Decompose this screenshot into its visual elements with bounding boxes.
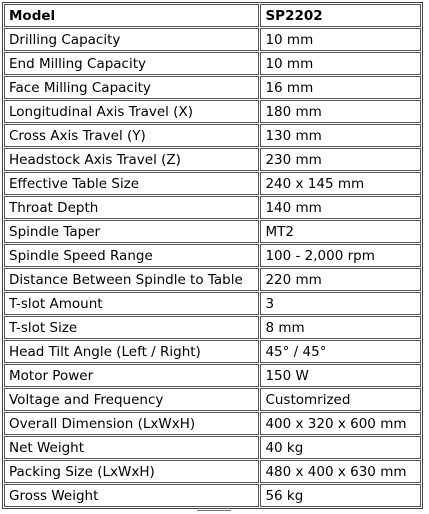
table-row <box>4 100 421 123</box>
table-row <box>4 244 421 267</box>
row-label-cell: T-slot Amount <box>4 292 259 315</box>
row-label-cell: Headstock Axis Travel (Z) <box>4 148 259 171</box>
row-label-cell: Gross Weight <box>4 484 259 507</box>
row-value-cell: 180 mm <box>260 100 421 123</box>
table-header-row <box>4 4 421 27</box>
row-label-cell: Throat Depth <box>4 196 259 219</box>
row-label-cell: Packing Size (LxWxH) <box>4 460 259 483</box>
row-label-cell: Spindle Speed Range <box>4 244 259 267</box>
row-label-cell: Head Tilt Angle (Left / Right) <box>4 340 259 363</box>
row-label-cell: Cross Axis Travel (Y) <box>4 124 259 147</box>
table-row <box>4 172 421 195</box>
row-value-cell: 480 x 400 x 630 mm <box>260 460 421 483</box>
table-row <box>4 196 421 219</box>
row-label-cell: Net Weight <box>4 436 259 459</box>
row-label-cell: Spindle Taper <box>4 220 259 243</box>
row-value-cell: 230 mm <box>260 148 421 171</box>
table-row <box>4 364 421 387</box>
header-value-cell: SP2202 <box>260 4 421 27</box>
table-row <box>4 388 421 411</box>
header-label-cell: Model <box>4 4 259 27</box>
table-row <box>4 268 421 291</box>
row-label-cell: Drilling Capacity <box>4 28 259 51</box>
row-label-cell: Effective Table Size <box>4 172 259 195</box>
row-value-cell: 56 kg <box>260 484 421 507</box>
table-row <box>4 436 421 459</box>
row-value-cell: 150 W <box>260 364 421 387</box>
row-value-cell: 220 mm <box>260 268 421 291</box>
table-row <box>4 340 421 363</box>
table-row <box>4 148 421 171</box>
row-label-cell: Motor Power <box>4 364 259 387</box>
row-value-cell: 40 kg <box>260 436 421 459</box>
row-label-cell: Distance Between Spindle to Table <box>4 268 259 291</box>
row-label-cell: T-slot Size <box>4 316 259 339</box>
row-value-cell: 400 x 320 x 600 mm <box>260 412 421 435</box>
spec-table-body <box>4 4 421 507</box>
table-row <box>4 28 421 51</box>
row-value-cell: 140 mm <box>260 196 421 219</box>
row-value-cell: 240 x 145 mm <box>260 172 421 195</box>
row-label-cell: Face Milling Capacity <box>4 76 259 99</box>
table-row <box>4 460 421 483</box>
table-row <box>4 124 421 147</box>
row-value-cell: 10 mm <box>260 28 421 51</box>
table-row <box>4 76 421 99</box>
table-row <box>4 316 421 339</box>
row-value-cell: 3 <box>260 292 421 315</box>
row-value-cell: 100 - 2,000 rpm <box>260 244 421 267</box>
row-value-cell: 10 mm <box>260 52 421 75</box>
row-label-cell: Overall Dimension (LxWxH) <box>4 412 259 435</box>
row-value-cell: MT2 <box>260 220 421 243</box>
table-row <box>4 220 421 243</box>
row-value-cell: 130 mm <box>260 124 421 147</box>
row-value-cell: Customrized <box>260 388 421 411</box>
table-row <box>4 52 421 75</box>
row-value-cell: 8 mm <box>260 316 421 339</box>
row-label-cell: End Milling Capacity <box>4 52 259 75</box>
table-row <box>4 484 421 507</box>
spec-table <box>2 2 423 509</box>
row-label-cell: Voltage and Frequency <box>4 388 259 411</box>
table-row <box>4 412 421 435</box>
row-value-cell: 16 mm <box>260 76 421 99</box>
row-label-cell: Longitudinal Axis Travel (X) <box>4 100 259 123</box>
table-row <box>4 292 421 315</box>
row-value-cell: 45° / 45° <box>260 340 421 363</box>
bottom-divider <box>197 510 231 511</box>
